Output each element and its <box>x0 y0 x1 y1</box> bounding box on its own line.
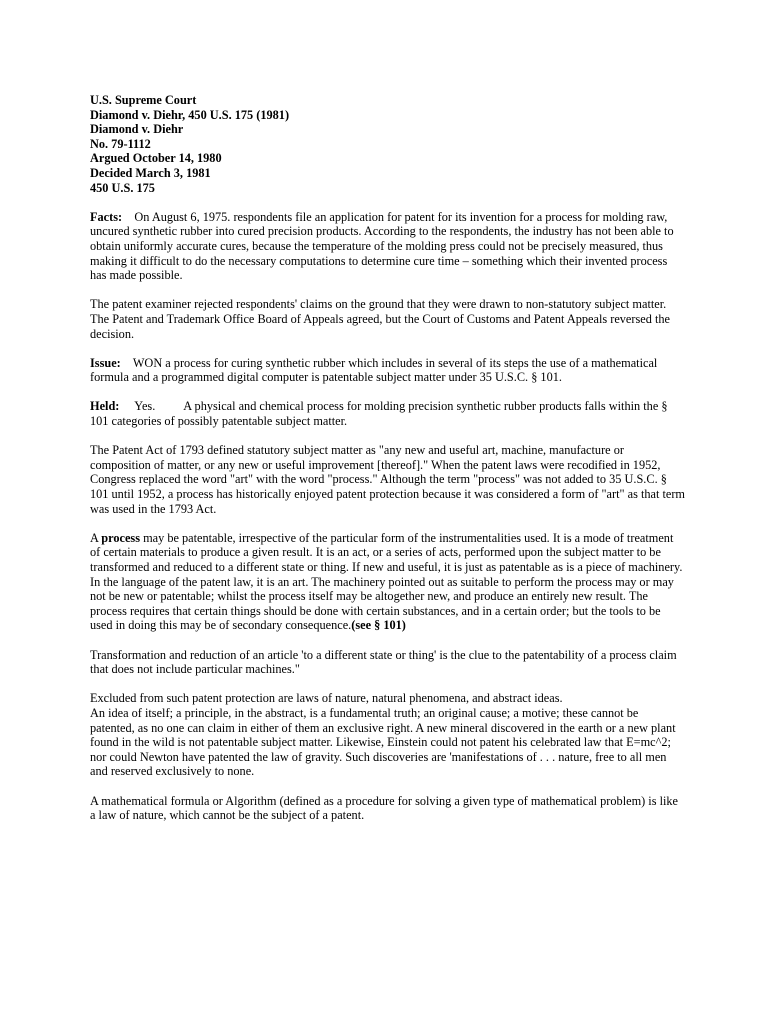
held-text: A physical and chemical process for molding precision synthetic rubber products falls within the § 101 categories of possibly patentable subject matter. <box>90 399 668 429</box>
docket-number: No. 79-1112 <box>90 136 151 151</box>
facts-label: Facts: <box>90 209 123 224</box>
case-name: Diamond v. Diehr <box>90 122 184 137</box>
excluded-paragraph <box>90 691 686 779</box>
formula-paragraph: A mathematical formula or Algorithm (defined as a procedure for solving a given type of mathematical problem) is like a law of nature, which cannot be the subject of a patent. <box>90 793 679 823</box>
issue-text: WON a process for curing synthetic rubber which includes in several of its steps the use of a mathematical formula and a programmed digital computer is patentable subject matter under 35 U.S.C. § 101. <box>90 355 658 385</box>
case-header <box>90 93 686 195</box>
process-paragraph <box>90 531 686 633</box>
transformation-paragraph: Transformation and reduction of an article 'to a different state or thing' is the clue to the patentability of a process claim that does not include particular machines." <box>90 647 677 677</box>
case-citation: Diamond v. Diehr, 450 U.S. 175 (1981) <box>90 107 290 122</box>
idea-text: An idea of itself; a principle, in the abstract, is a fundamental truth; an original cause; a motive; these cannot be patented, as no one can claim in either of them an exclusive right. A new mineral discovered in the earth or a new plant found in the wild is not patentable subject matter. Likewise, Einstein could not patent his celebrated law that E=mc^2; nor could Newton have patented the law of gravity. Such discoveries are 'manifestations of . . . nature, free to all men and reserved exclusively to none. <box>90 705 676 779</box>
argued-date: Argued October 14, 1980 <box>90 151 222 166</box>
document-page <box>90 93 686 837</box>
held-answer: Yes. <box>134 399 156 414</box>
patent-act-paragraph: The Patent Act of 1793 defined statutory subject matter as "any new and useful art, machine, manufacture or composition of matter, or any new or useful improvement [thereof]." When the patent laws were recodified in 1952, Congress replaced the word "art" with the word "process." Although the term "process" was not added to 35 U.S.C. § 101 until 1952, a process has historically enjoyed patent protection because it was considered a form of "art" as that term was used in the 1793 Act. <box>90 443 685 516</box>
reporter-citation: 450 U.S. 175 <box>90 180 155 195</box>
facts-text: On August 6, 1975. respondents file an application for patent for its invention for a process for molding raw, uncured synthetic rubber into cured precision products. According to the respondents, the industry has not been able to obtain uniformly accurate cures, because the temperature of the molding press could not be precisely measured, thus making it difficult to do the necessary computations to determine cure time – something which their invented process has made possible. <box>90 209 674 283</box>
process-reference: (see § 101) <box>351 618 406 633</box>
process-lead: A <box>90 530 102 545</box>
examiner-paragraph: The patent examiner rejected respondents' claims on the ground that they were drawn to non-statutory subject matter. The Patent and Trademark Office Board of Appeals agreed, but the Court of Customs and Patent Appeals reversed the decision. <box>90 297 670 341</box>
held-paragraph <box>90 399 686 428</box>
excluded-line: Excluded from such patent protection are laws of nature, natural phenomena, and abstract ideas. <box>90 691 563 706</box>
issue-label: Issue: <box>90 355 121 370</box>
issue-paragraph <box>90 356 686 385</box>
court-name: U.S. Supreme Court <box>90 93 197 107</box>
facts-paragraph <box>90 210 686 283</box>
held-label: Held: <box>90 399 120 414</box>
decided-date: Decided March 3, 1981 <box>90 165 211 180</box>
process-text: may be patentable, irrespective of the particular form of the instrumentalities used. It is a mode of treatment of certain materials to produce a given result. It is an act, or a series of acts, performed upon the subject matter to be transformed and reduced to a different state or thing. If new and useful, it is just as patentable as is a piece of machinery. In the language of the patent law, it is an art. The machinery pointed out as suitable to perform the process may or may not be new or patentable; whilst the process itself may be altogether new, and produce an entirely new result. The process requires that certain things should be done with certain substances, and in a certain order; but the tools to be used in doing this may be of secondary consequence. <box>90 530 683 633</box>
process-bold-word: process <box>101 530 140 545</box>
